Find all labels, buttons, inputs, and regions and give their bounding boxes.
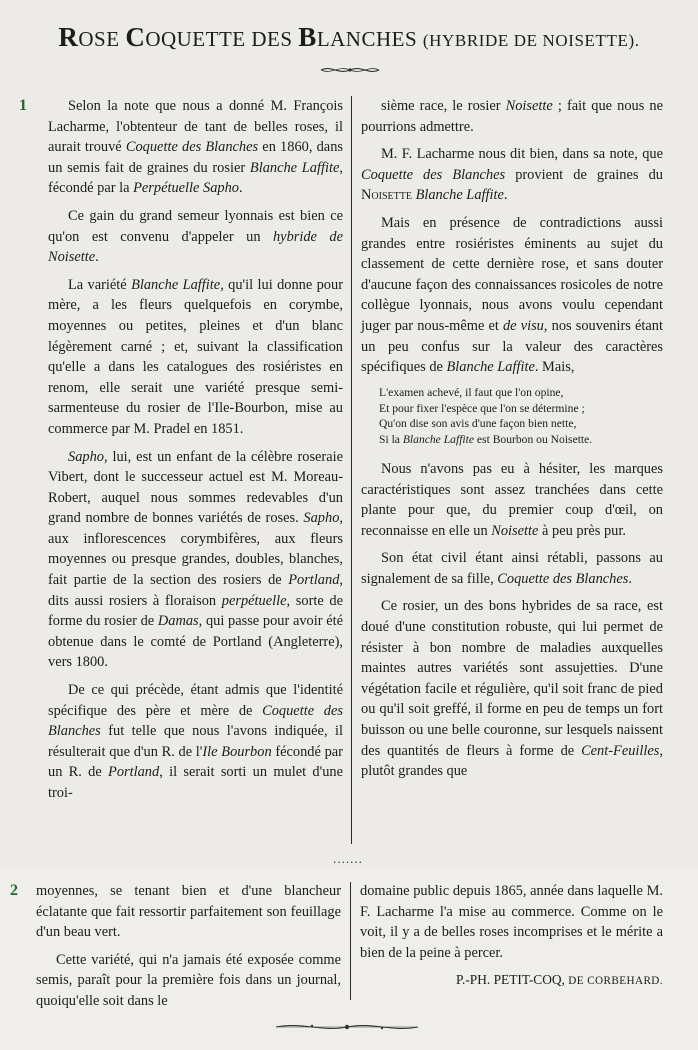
italic-run: Ile Bourbon xyxy=(202,743,272,760)
text-run: , qu'il lui donne pour mère, a les fleurs quelquefois en corymbe, moyennes ou petites, pleines et d'un blanc légèrement carné ; et, suivant la classification qu'elle a dans les catalogues des rosiéristes en renom, elle serait une variété presque semi-sarmenteuse du rosier de l'Ile-Bourbon, mise au commerce par M. Pradel en 1851. xyxy=(48,276,343,437)
paragraph xyxy=(36,950,341,1012)
italic-run: Coquette des Blanches xyxy=(125,139,259,156)
page-title xyxy=(0,22,698,53)
text-run: fécondé par un R. de xyxy=(48,743,343,781)
section2-left-column xyxy=(36,881,341,1019)
verse-line xyxy=(379,432,663,448)
text-run: , il serait sorti un mulet d'une troi- xyxy=(48,764,343,801)
text-run: Ce rosier, un des bons hybrides de sa race, est doué d'une constitution robuste, qui lui permet de résister à bon nombre de maladies auxquelles maintes autres variétés sont assujetties. D'une végétation facile et régulière, qu'il soit franc de pied ou qu'il soit greffé, il forme en peu de temps un fort buisson ou une belle couronne, sur lesquels naissent des quantités de fleurs à forme de xyxy=(361,598,663,759)
end-ornament-icon xyxy=(272,1020,422,1034)
text-run: , lui, est un enfant de la célèbre roseraie Vibert, dont le successeur actuel est M. Moreau-Robert, auquel nous sommes redevables d'un grand nombre de bonnes variétés de roses. xyxy=(48,448,343,527)
paragraph xyxy=(48,447,343,674)
small-caps-run: Noisette xyxy=(361,187,412,204)
right-column-text-part-1 xyxy=(361,96,663,378)
text-run: Selon la note que nous a donné M. François Lacharme, l'obtenteur de tant de belles roses, il aurait trouvé xyxy=(48,98,343,156)
text-run: domaine public depuis 1865, année dans laquelle M. F. Lacharme l'a mise au commerce. Comme on le voit, il y a de belles roses incomprises et le mérite a bien de la peine à percer. xyxy=(360,883,663,961)
section1-right-column xyxy=(361,96,663,789)
verse-quote xyxy=(361,385,663,448)
paragraph xyxy=(361,96,663,137)
paragraph xyxy=(48,96,343,199)
section-marker-1: 1 xyxy=(19,97,27,114)
italic-run: Sapho xyxy=(303,510,340,527)
section1-left-column xyxy=(48,96,343,811)
text-run: . xyxy=(628,570,632,587)
italic-run: Damas xyxy=(157,613,199,630)
text-run: Ce gain du grand semeur lyonnais est bien ce qu'on est convenu d'appeler un xyxy=(48,207,343,245)
italic-run: Noisette xyxy=(505,98,553,114)
section2-right-column xyxy=(360,881,663,992)
paragraph xyxy=(48,206,343,268)
text-run: L'examen achevé, il faut que l'on opine, xyxy=(379,385,564,399)
italic-run: perpétuelle xyxy=(221,592,287,609)
italic-run: Coquette des Blanches xyxy=(361,166,506,183)
text-run: . xyxy=(239,180,243,197)
paragraph xyxy=(361,144,663,206)
italic-run: Perpétuelle Sapho xyxy=(133,180,239,197)
text-run: Qu'on dise son avis d'une façon bien nette, xyxy=(379,417,577,431)
text-run: , qui passe pour avoir été obtenue dans le comté de Portland (Angleterre), vers 1800. xyxy=(48,613,343,671)
author-place: DE CORBEHARD. xyxy=(568,975,663,988)
column-divider xyxy=(351,96,352,844)
paragraph xyxy=(361,213,663,378)
text-run: , dits aussi rosiers à floraison xyxy=(48,572,343,609)
text-run: Nous n'avons pas eu à hésiter, les marques caractéristiques sont assez tranchées dans cette plante pour que, du premier coup d'œil, on reconnaisse en elle un xyxy=(361,460,663,539)
title-text-part: OSE xyxy=(78,27,126,51)
text-run: , nos souvenirs étant un peu confus sur la valeur des caractères spécifiques de xyxy=(361,317,663,376)
italic-run: hybride de Noisette xyxy=(48,228,343,266)
text-run: M. F. Lacharme nous dit bien, dans sa note, que xyxy=(381,146,663,163)
italic-run: de visu xyxy=(502,317,544,334)
italic-run: Portland xyxy=(288,572,340,589)
verse-line xyxy=(379,416,663,432)
italic-run: Coquette des Blanches xyxy=(497,570,629,587)
italic-run: Portland xyxy=(108,764,160,781)
text-run: De ce qui précède, étant admis que l'identité spécifique des père et mère de xyxy=(48,682,343,719)
title-subtitle: (HYBRIDE DE NOISETTE). xyxy=(422,31,640,50)
text-run: fut telle que nous l'avons indiquée, il résulterait que d'un R. de l' xyxy=(48,723,343,760)
paragraph xyxy=(48,680,343,804)
italic-run: Sapho xyxy=(68,448,104,465)
title-text-part: OQUETTE DES xyxy=(145,27,299,51)
text-run: . xyxy=(95,249,99,266)
paragraph xyxy=(360,881,663,963)
right-column-text-part-2 xyxy=(361,459,663,782)
text-run: Son état civil étant ainsi rétabli, passons au signalement de sa fille, xyxy=(361,550,663,587)
section2-right-text xyxy=(360,881,663,963)
text-run: est Bourbon ou Noisette. xyxy=(474,433,593,447)
title-initial-r: R xyxy=(58,22,79,52)
text-run: moyennes, se tenant bien et d'une blancheur éclatante que fait ressortir parfaitement son feuillage d'un beau vert. xyxy=(36,883,341,941)
omission-dots: ....... xyxy=(333,851,363,866)
text-run: , aux inflorescences corymbifères, aux fleurs moyennes ou presque grandes, doubles, blanches, fait partie de la section des rosiers de xyxy=(48,510,343,589)
ornament-icon xyxy=(319,64,381,76)
italic-run: Blanche Laffite xyxy=(402,433,475,447)
text-run: ; fait que nous ne pourrions admettre. xyxy=(361,98,663,135)
paragraph xyxy=(48,275,343,440)
verse-line xyxy=(379,401,663,417)
text-run: Et pour fixer l'espèce que l'on se détermine ; xyxy=(379,401,585,415)
italic-run: Blanche Laffite xyxy=(415,187,504,204)
verse-line xyxy=(379,385,663,401)
author-signature xyxy=(360,970,663,992)
paragraph xyxy=(361,459,663,541)
italic-run: Blanche Laffite xyxy=(131,276,221,293)
author-name: P.-PH. PETIT-COQ, xyxy=(456,972,565,988)
italic-run: Blanche Laffite xyxy=(249,159,340,176)
paragraph xyxy=(36,881,341,943)
text-run: , fécondé par la xyxy=(48,159,343,197)
text-run: à peu près pur. xyxy=(538,522,626,539)
italic-run: Noisette xyxy=(491,522,539,539)
column-divider xyxy=(350,882,351,1000)
italic-run: Coquette des Blanches xyxy=(48,702,343,740)
italic-run: Cent-Feuilles xyxy=(581,742,660,759)
italic-run: Blanche Laffite xyxy=(446,359,535,376)
title-initial-c: C xyxy=(125,22,146,52)
text-run: Mais en présence de contradictions aussi grandes entre rosiéristes éminents au sujet du classement de cette dernière rose, et sans douter d'aucune façon des connaissances rosicoles de notre collègue lyonnais, nous avons voulu cependant juger par nous-même et xyxy=(361,214,663,334)
paragraph xyxy=(361,548,663,589)
text-run: . xyxy=(503,187,508,204)
paragraph xyxy=(361,596,663,781)
text-run: provient de graines du xyxy=(505,166,663,183)
section-marker-2: 2 xyxy=(10,882,18,899)
text-run: Si la xyxy=(379,433,403,447)
text-run: La variété xyxy=(68,276,132,293)
text-run: Cette variété, qui n'a jamais été exposée comme semis, paraît pour la première fois dans un journal, quoiqu'elle soit dans le xyxy=(36,951,341,1009)
title-initial-b: B xyxy=(298,22,317,52)
title-text-part: LANCHES xyxy=(316,27,423,51)
text-run: sième race, le rosier xyxy=(381,98,506,114)
text-run: , sorte de forme du rosier de xyxy=(48,592,343,630)
text-run: , plutôt grandes que xyxy=(361,742,663,780)
text-run: . Mais, xyxy=(534,359,575,376)
text-run: en 1860, dans un semis fait de graines du rosier xyxy=(48,139,343,176)
